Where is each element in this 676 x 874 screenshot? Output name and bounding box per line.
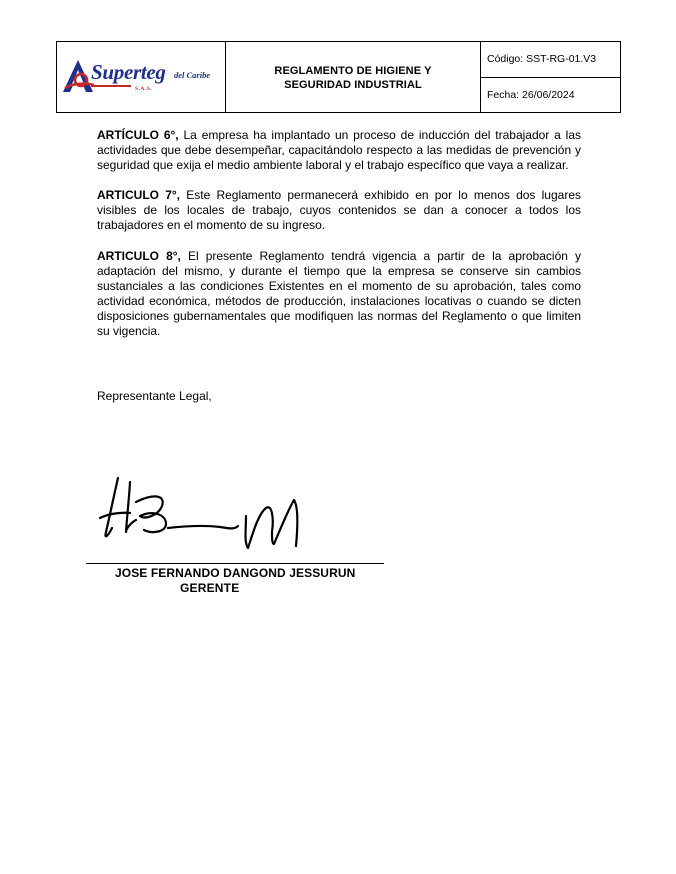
article-text: La empresa ha implantado un proceso de inducción del trabajador a las actividades que debe desempeñar, capacitándolo respecto a las medidas de prevención y seguridad que exija el medio ambiente laboral y el trabajo específico que vaya a realizar. bbox=[97, 128, 582, 173]
logo-mark-icon bbox=[61, 58, 95, 98]
company-logo bbox=[61, 56, 221, 100]
signatory-name: JOSE FERNANDO DANGOND JESSURUN bbox=[115, 566, 356, 580]
signature-line bbox=[86, 563, 384, 564]
logo-brand-text: Superteg bbox=[91, 60, 166, 84]
logo-underline bbox=[91, 85, 131, 87]
article-paragraph bbox=[97, 188, 581, 233]
article-paragraph bbox=[97, 249, 581, 340]
logo-suffix-text: S.A.S. bbox=[135, 86, 153, 92]
document-title-line2: SEGURIDAD INDUSTRIAL bbox=[284, 79, 422, 91]
document-header bbox=[56, 41, 621, 113]
document-code: Código: SST-RG-01.V3 bbox=[481, 42, 620, 78]
article-text: Este Reglamento permanecerá exhibido en por lo menos dos lugares visibles de los locales de trabajo, cuyos contenidos se dan a conocer a todos los trabajadores en el momento de su ingreso. bbox=[97, 188, 581, 233]
article-paragraph bbox=[97, 128, 581, 173]
logo-cell bbox=[57, 42, 226, 112]
article-heading: ARTICULO 7°, bbox=[97, 188, 181, 203]
document-title-line1: REGLAMENTO DE HIGIENE Y bbox=[274, 65, 432, 77]
article-heading: ARTICULO 8°, bbox=[97, 248, 181, 263]
logo-subtitle-text: del Caribe bbox=[174, 70, 211, 80]
article-heading: ARTÍCULO 6°, bbox=[97, 128, 179, 142]
document-date: Fecha: 26/06/2024 bbox=[487, 88, 575, 101]
signatory-role: GERENTE bbox=[180, 581, 240, 595]
closing-text: Representante Legal, bbox=[97, 389, 212, 403]
document-meta bbox=[481, 42, 620, 112]
handwritten-signature bbox=[96, 470, 316, 555]
document-body bbox=[97, 128, 581, 354]
document-title bbox=[226, 42, 481, 112]
article-text: El presente Reglamento tendrá vigencia a partir de la aprobación y adaptación del mismo, y durante el tiempo que la empresa se conserve sin cambios sustanciales a las condiciones Existentes en el momento de su aprobación, tales como actividad económica, métodos de producción, instalaciones locativas o cuando se dicten disposiciones gubernamentales que modifiquen las normas del Reglamento o que limiten su vigencia. bbox=[97, 248, 581, 339]
